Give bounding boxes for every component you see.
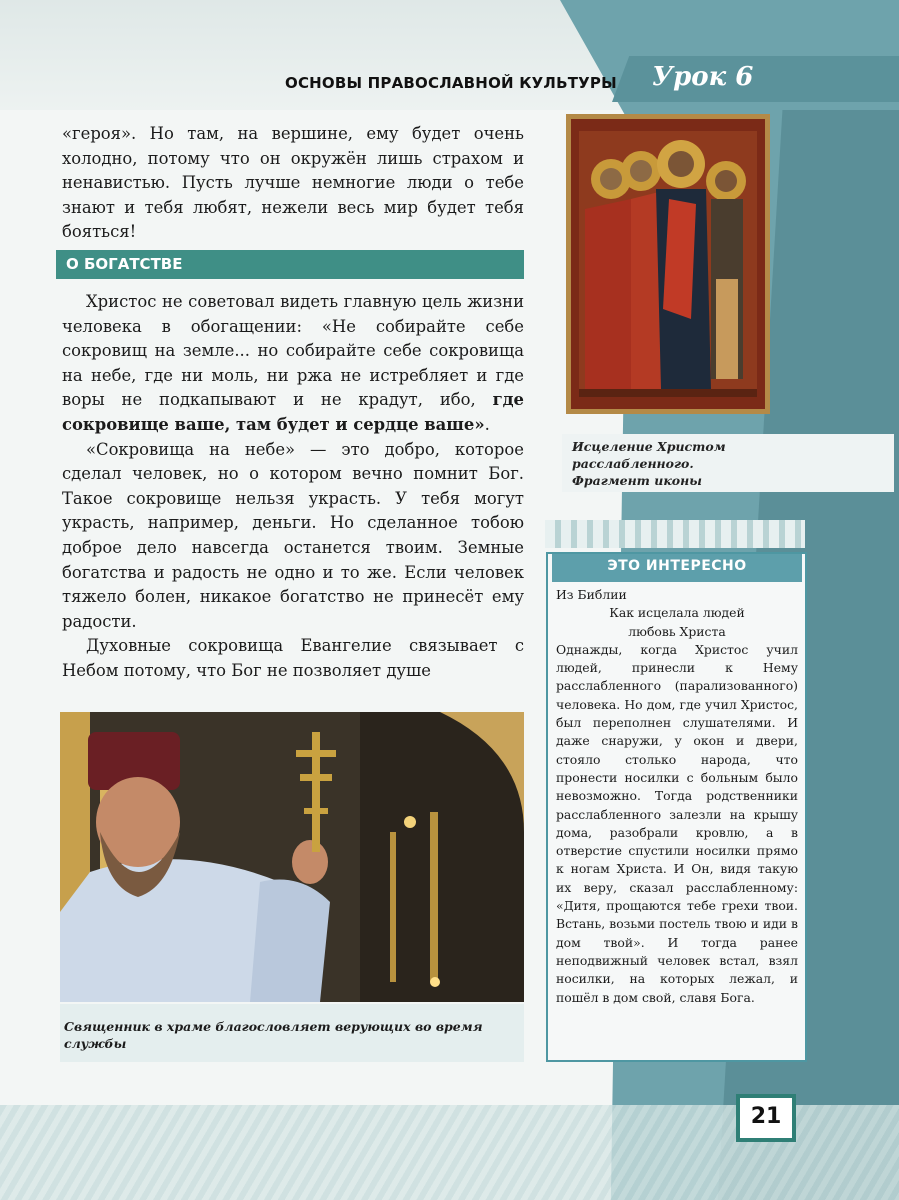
- interest-source: Из Библии: [556, 587, 627, 602]
- priest-photo-illustration: [60, 712, 524, 1002]
- page-number: 21: [750, 1104, 782, 1129]
- icon-caption: [572, 438, 872, 489]
- photo-caption: Священник в храме благословляет верующих во время службы: [64, 1019, 483, 1051]
- intro-text-block: [62, 122, 524, 245]
- intro-paragraph: «героя». Но там, на вершине, ему будет очень холодно, потому что он окружён лишь страхом и ненавистью. Пусть лучше немногие люди о тебе знают и тебя любят, нежели весь мир будет тебя бояться!: [62, 124, 524, 242]
- course-title: ОСНОВЫ ПРАВОСЛАВНОЙ КУЛЬТУРЫ: [285, 74, 617, 92]
- paragraph-3: Духовные сокровища Евангелие связывает с Небом потому, что Бог не позволяет душе: [62, 636, 524, 680]
- paragraph-1: [62, 290, 524, 438]
- icon-caption-line-2: расслабленного.: [572, 456, 694, 471]
- interest-text: [556, 586, 798, 1007]
- lesson-label: Урок 6: [652, 62, 754, 92]
- icon-caption-line-3: Фрагмент иконы: [572, 473, 702, 488]
- paragraph-1-start: Христос не советовал видеть главную цель жизни человека в обогащении: «Не собирайте себе сокровищ на земле... но собирайте себе сокровища на небе, где ни моль, ни ржа не истребляет и где воры не подкапывают и не крадут, ибо,: [62, 292, 524, 410]
- interest-title: ЭТО ИНТЕРЕСНО: [607, 558, 747, 574]
- paragraph-1-end: .: [484, 414, 490, 434]
- priest-photo: [60, 712, 524, 1002]
- section-heading: О БОГАТСТВЕ: [66, 255, 183, 273]
- paragraph-1-bold: где сокровище ваше, там будет и сердце ваше»: [62, 390, 524, 434]
- interest-story: Однажды, когда Христос учил людей, принесли к Нему расслабленного (парализованного) человека. Но дом, где учил Христос, был переполнен слушателями. И даже снаружи, у окон и двери, стояло столько народа, что пронести носилки с больным было невозможно. Тогда родственники расслабленного залезли на крышу дома, разобрали кровлю, а в отверстие спустили носилки прямо к ногам Христа. И Он, видя такую их веру, сказал расслабленному: «Дитя, прощаются тебе грехи твои. Встань, возьми постель твою и иди в дом твой». И тогда ранее неподвижный человек встал, взял носилки, на которых лежал, и пошёл в дом свой, славя Бога.: [556, 641, 798, 1005]
- interest-ornament: [545, 520, 805, 548]
- interest-story-title-1: Как исцелала людей: [609, 605, 745, 621]
- icon-image: [566, 114, 770, 414]
- paragraph-2: «Сокровища на небе» — это добро, которое сделал человек, но о котором вечно помнит Бог. Такое сокровище нельзя украсть. У тебя могут украсть, например, деньги. Но сделанное тобою доброе дело навсегда останется твоим. Земные богатства и радость не одно и то же. Если человек тяжело болен, никакое богатство не принесёт ему радости.: [62, 439, 524, 631]
- icon-caption-line-1: Исцеление Христом: [572, 439, 726, 454]
- icon-illustration: [571, 119, 765, 409]
- interest-story-title-2: любовь Христа: [628, 623, 726, 639]
- main-text-block: [62, 290, 524, 684]
